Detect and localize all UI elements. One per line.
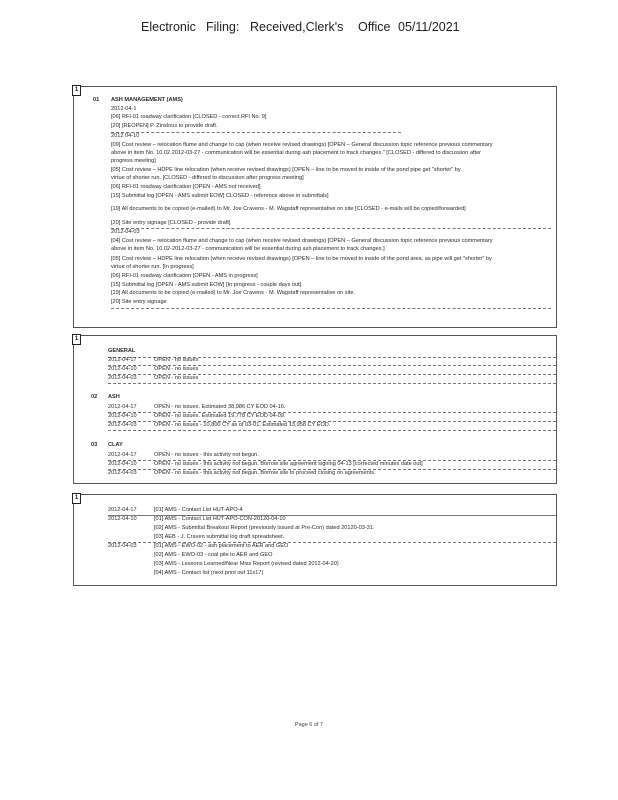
entry-line: above in item No. 10.02-2012-03-27 - communication will be essential during ash placement to track changes.] xyxy=(111,246,385,252)
documents-section xyxy=(73,494,557,586)
row-date: 2012-04-03 xyxy=(108,470,137,476)
item-number: 01 xyxy=(93,97,100,103)
row-status: OPEN - no issues. Estimated 38,986 CY EOD 04-16. xyxy=(154,404,286,410)
entry-line: [09] Cost review – relocation flume and change to cap (when receive revised drawings) [OPEN – General discussion topic reference previous commentary xyxy=(111,142,493,148)
row-date: 2012-04-17 xyxy=(108,452,137,458)
header-received: Received,Clerk's xyxy=(250,20,344,34)
entry-line: [19] All documents to be copied (e-mailed) to Mr. Joe Cravens - M. Wagstaff representative on site. xyxy=(111,290,356,296)
row-date: 2012-04-17 xyxy=(108,507,137,513)
page-number: Page 6 of 7 xyxy=(294,722,324,728)
entry-line: virtue of shorter run. [In progress] xyxy=(111,264,194,270)
header-office: Office xyxy=(358,20,391,34)
entry-line: [19] All documents to be copied (e-mailed) to Mr. Joe Cravens - M. Wagstaff representative on site [CLOSED - e-mails will be copied/forwarded] xyxy=(111,206,466,212)
status-section xyxy=(73,335,557,484)
entry-line: [05] Cost review – HDPE line relocation (when receive revised drawings) [OPEN – line to be moved to inside of the pond pipe get "shorter" by xyxy=(111,167,461,173)
entry-date: 2012 04-10 xyxy=(111,133,140,139)
document-item: [01] AMS - EWO-02 - ash placement to AER and GEO xyxy=(154,543,289,549)
entry-line: [06] RFI-01 roadway clarification [CLOSED - correct RFI No. 9] xyxy=(111,114,267,120)
entry-line: [20] Site entry signage xyxy=(111,299,167,305)
entry-line: [20] [REOPEN] P. Zinslous to provide draft. xyxy=(111,123,218,129)
row-status: OPEN - no issues - this activity not begun. xyxy=(154,452,259,458)
row-status: OPEN - no issues - 10,800 CY as of 03-01. Estimated 13,958 CY EOD. xyxy=(154,422,331,428)
row-status: OPEN - no issues xyxy=(154,366,199,372)
document-item: [01] AMS - Contact List HUT-APO-CON-20120-04-10 xyxy=(154,516,286,522)
document-item: [02] AMS - EWO-03 - coal pile to AER and GEO xyxy=(154,552,273,558)
row-date: 2012-04-10 xyxy=(108,516,137,522)
row-date: 2012-04-03 xyxy=(108,422,137,428)
document-item: [02] AMS - Submittal Breakout Report (previously issued at Pre-Con) dated 20120-03-31. xyxy=(154,525,375,531)
row-date: 2012-04-03 xyxy=(108,543,137,549)
divider xyxy=(108,383,556,384)
row-date: 2012-04-10 xyxy=(108,461,137,467)
document-item: [03] AMS - Lessons Learned/Near Miss Report (revised dated 2012-04-20) xyxy=(154,561,339,567)
entry-line: [15] Submittal log [OPEN - AMS submit EOW] [In progress - couple days out] xyxy=(111,282,302,288)
divider xyxy=(108,430,556,431)
section-marker: 1 xyxy=(72,85,81,96)
section-marker: 1 xyxy=(72,334,81,345)
header-electronic: Electronic xyxy=(141,20,196,34)
entry-line: [06] RFI-01 roadway clarification [OPEN - AMS not received] xyxy=(111,184,261,190)
row-date: 2012-04-17 xyxy=(108,404,137,410)
ash-management-section xyxy=(73,86,557,328)
item-number: 03 xyxy=(91,442,98,448)
row-status: OPEN - no issues. Estimated 19,778 CY EOD 04-09. xyxy=(154,413,286,419)
entry-date: 2012-04-03 xyxy=(111,229,140,235)
header-date: 05/11/2021 xyxy=(398,20,460,34)
document-item: [01] AMS - Contact List HUT-APO-4 xyxy=(154,507,243,513)
entry-line: virtue of shorter run. [CLOSED - differed to discussion after progress meeting] xyxy=(111,175,304,181)
entry-line: above in item No. 10.02 2012-03-27 - communication will be essential during ash placement to track changes." [CLOSED - differed to discussion after xyxy=(111,150,482,156)
section-title: ASH MANAGEMENT (AMS) xyxy=(111,97,183,103)
row-date: 2012-04-10 xyxy=(108,413,137,419)
entry-line: [15] Submittal log [OPEN - AMS submit EOW] CLOSED - reference above in submittals] xyxy=(111,193,329,199)
entry-line: [04] Cost review – relocation flume and change to cap (when receive revised drawings) [OPEN – General discussion topic reference previous commentary xyxy=(111,238,493,244)
row-status: OPEN - no issues xyxy=(154,357,199,363)
divider xyxy=(111,228,551,229)
entry-line: [06] RFI-01 roadway clarification [OPEN - AMS in progress] xyxy=(111,273,258,279)
divider xyxy=(111,308,551,309)
document-item: [04] AMS - Contact list (next print out 11x17) xyxy=(154,570,264,576)
entry-date: 2012-04-1 xyxy=(111,106,137,112)
row-date: 2012-04-10 xyxy=(108,366,137,372)
entry-line: [20] Site entry signage [CLOSED - provide draft] xyxy=(111,220,231,226)
row-status: OPEN - no issues xyxy=(154,375,199,381)
section-marker: 1 xyxy=(72,493,81,504)
clay-title: CLAY xyxy=(108,442,123,448)
document-item: [03] AEB - J. Craven submittal log draft spreadsheet. xyxy=(154,534,285,540)
ash-title: ASH xyxy=(108,394,120,400)
item-number: 02 xyxy=(91,394,98,400)
row-date: 2012-04-17 xyxy=(108,357,137,363)
row-status: OPEN - no issues - this activity not begun. Borrow site to proceed closing on agreements. xyxy=(154,470,376,476)
general-title: GENERAL xyxy=(108,348,136,354)
header-filing: Filing: xyxy=(206,20,240,34)
entry-line: progress meeting] xyxy=(111,158,156,164)
entry-line: [05] Cost review – HDPE line relocation (when receive revised drawings) [OPEN – line to be moved to inside of the pond area, as pipe will get "shorter" by xyxy=(111,256,492,262)
divider xyxy=(111,132,401,133)
row-status: OPEN - no issues - this activity not begun. Borrow site agreement signing 04-13 [corrected minutes date out] xyxy=(154,461,423,467)
row-date: 2012-04-03 xyxy=(108,375,137,381)
